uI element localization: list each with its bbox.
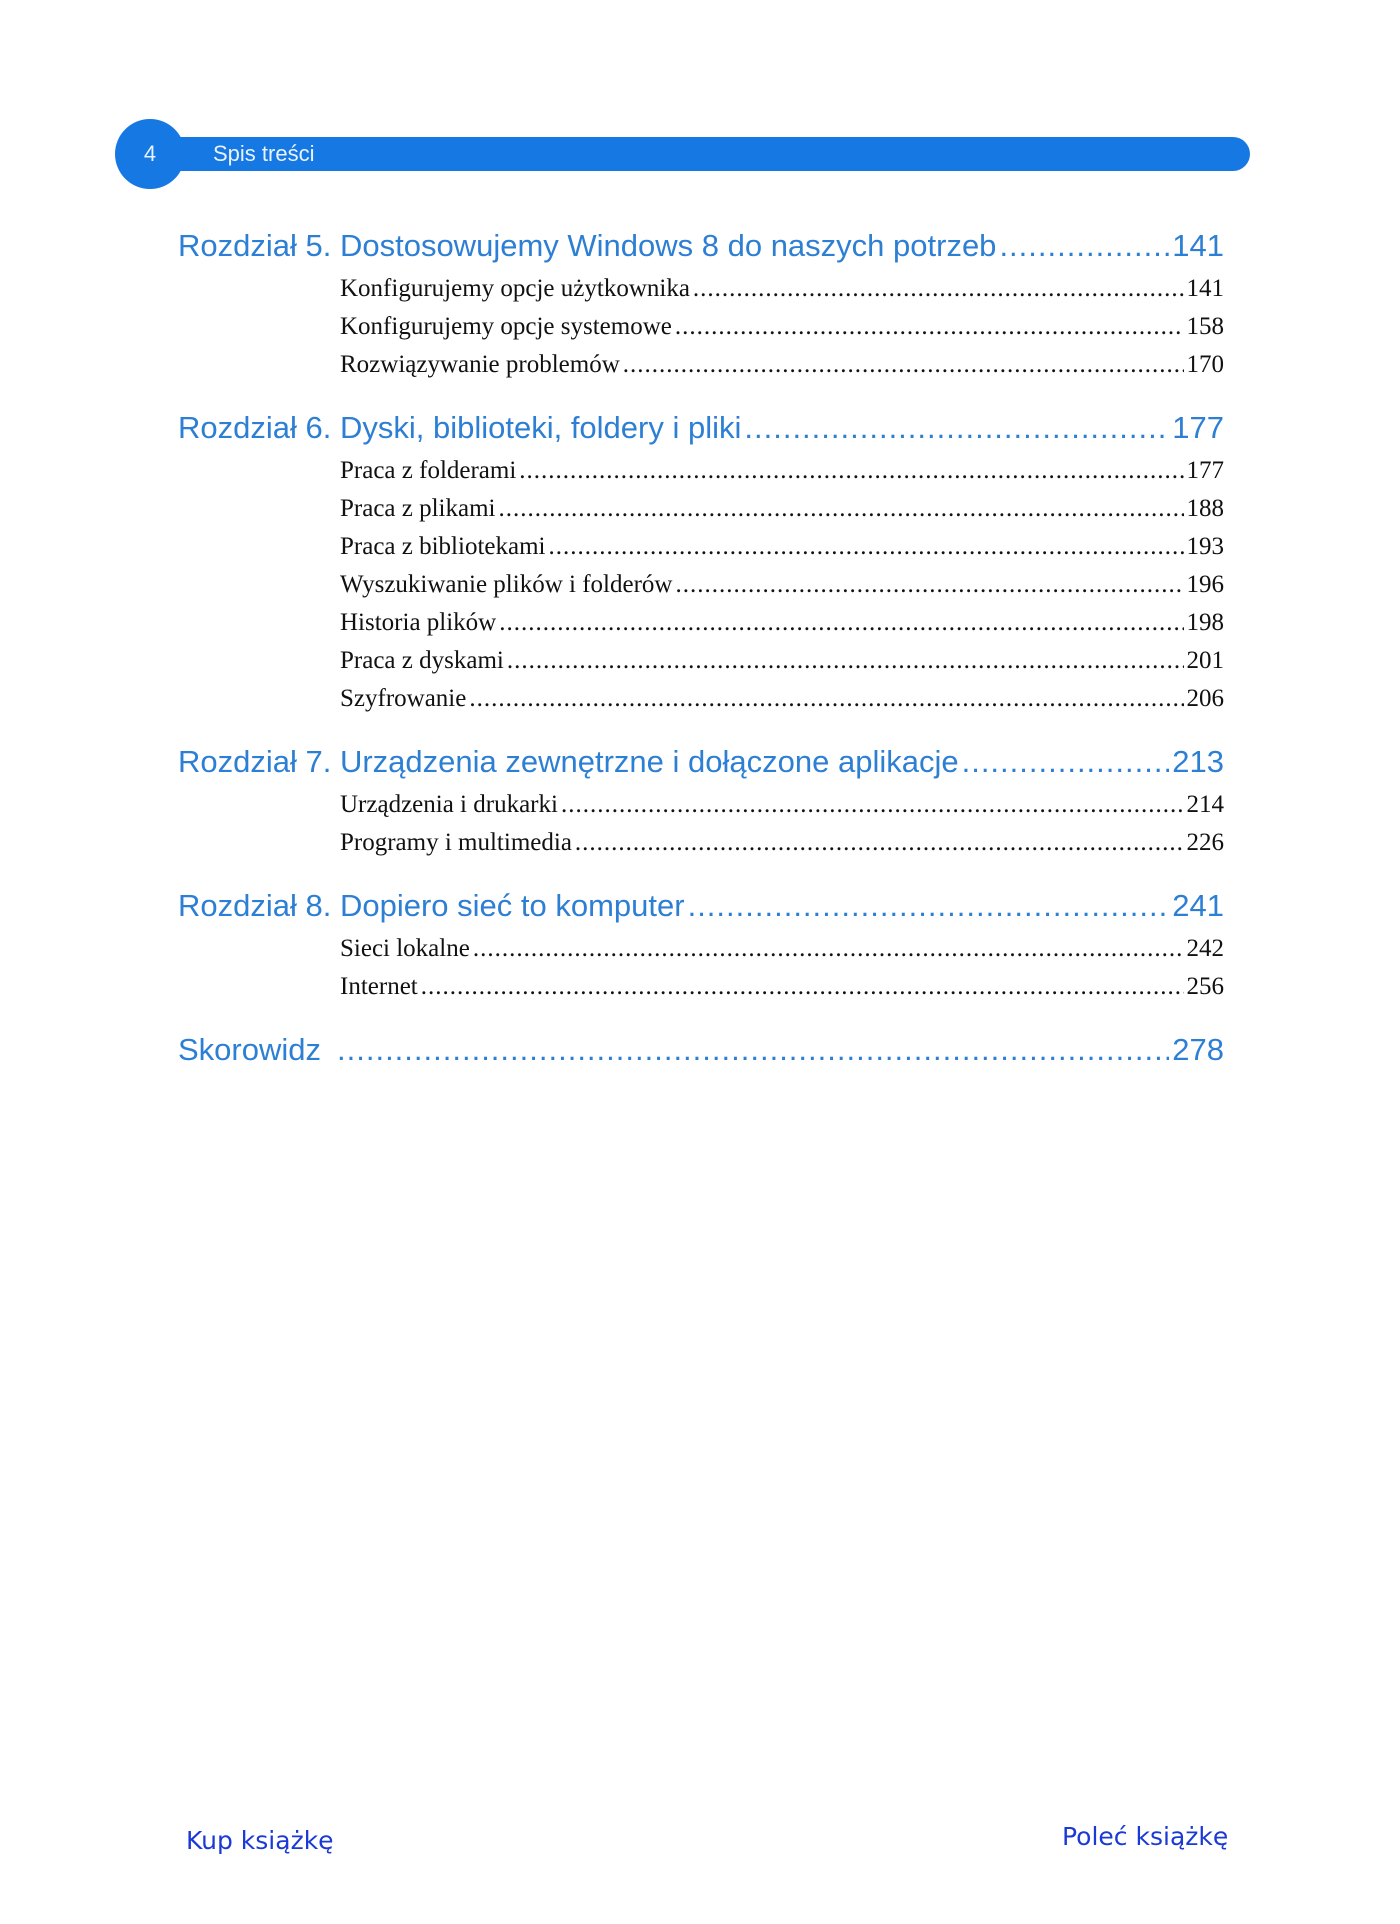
entry-title: Sieci lokalne: [340, 935, 470, 962]
entry-page: 226: [1186, 829, 1224, 856]
entry-page: 170: [1186, 351, 1224, 378]
dot-leader: [675, 308, 1184, 346]
dot-leader: [744, 404, 1169, 452]
toc-entry[interactable]: [340, 452, 1224, 490]
entry-title: Programy i multimedia: [340, 829, 572, 856]
chapter-page: 241: [1172, 888, 1224, 923]
chapter-title: Rozdział 7. Urządzenia zewnętrzne i dołączone aplikacje: [178, 744, 959, 779]
entry-page: 201: [1186, 647, 1224, 674]
dot-leader: [507, 642, 1184, 680]
entry-title: Wyszukiwanie plików i folderów: [340, 571, 673, 598]
entry-page: 188: [1186, 495, 1224, 522]
entry-title: Praca z bibliotekami: [340, 533, 546, 560]
dot-leader: [561, 786, 1184, 824]
entry-page: 198: [1186, 609, 1224, 636]
toc-entry[interactable]: [340, 930, 1224, 968]
recommend-book-link[interactable]: Poleć książkę: [1062, 1822, 1229, 1851]
toc-entry[interactable]: [340, 270, 1224, 308]
entry-title: Rozwiązywanie problemów: [340, 351, 620, 378]
dot-leader: [519, 452, 1183, 490]
toc-chapter-7[interactable]: [178, 738, 1224, 786]
chapter-page: 177: [1172, 410, 1224, 445]
dot-leader: [473, 930, 1184, 968]
header-bar: [155, 137, 1250, 171]
toc-entry[interactable]: [340, 786, 1224, 824]
entry-title: Konfigurujemy opcje systemowe: [340, 313, 672, 340]
dot-leader: [688, 882, 1170, 930]
toc-entry[interactable]: [340, 528, 1224, 566]
dot-leader: [675, 566, 1183, 604]
dot-leader: [499, 604, 1183, 642]
dot-leader: [575, 824, 1184, 862]
toc-entry[interactable]: [340, 490, 1224, 528]
entry-title: Praca z folderami: [340, 457, 517, 484]
dot-leader: [469, 680, 1183, 718]
buy-book-link[interactable]: Kup książkę: [186, 1826, 334, 1855]
entry-page: 214: [1186, 791, 1224, 818]
toc-chapter-6[interactable]: [178, 404, 1224, 452]
chapter-title: Rozdział 6. Dyski, biblioteki, foldery i pliki: [178, 410, 742, 445]
toc-entry[interactable]: [340, 642, 1224, 680]
dot-leader: [499, 490, 1184, 528]
entry-page: 141: [1186, 275, 1224, 302]
entry-page: 256: [1186, 973, 1224, 1000]
toc-entry[interactable]: [340, 680, 1224, 718]
page-number-badge: [115, 119, 185, 189]
entry-page: 158: [1186, 313, 1224, 340]
entry-page: 196: [1186, 571, 1224, 598]
chapter-title: Skorowidz: [178, 1032, 321, 1067]
chapter-title: Rozdział 8. Dopiero sieć to komputer: [178, 888, 685, 923]
entry-page: 206: [1186, 685, 1224, 712]
entry-page: 177: [1186, 457, 1224, 484]
entry-title: Praca z plikami: [340, 495, 496, 522]
entry-title: Historia plików: [340, 609, 497, 636]
dot-leader: [548, 528, 1183, 566]
chapter-page: 213: [1172, 744, 1224, 779]
toc-entry[interactable]: [340, 566, 1224, 604]
entry-title: Konfigurujemy opcje użytkownika: [340, 275, 690, 302]
dot-leader: [693, 270, 1184, 308]
toc-chapter-8[interactable]: [178, 882, 1224, 930]
entry-title: Internet: [340, 973, 418, 1000]
page-number: 4: [143, 141, 157, 166]
dot-leader: [337, 1026, 1169, 1074]
dot-leader: [999, 222, 1169, 270]
entry-page: 193: [1186, 533, 1224, 560]
table-of-contents: [178, 222, 1224, 1074]
toc-entry[interactable]: [340, 346, 1224, 384]
dot-leader: [623, 346, 1184, 384]
toc-index[interactable]: [178, 1026, 1224, 1074]
section-title: Spis treści: [213, 141, 315, 166]
chapter-page: 141: [1172, 228, 1224, 263]
entry-title: Praca z dyskami: [340, 647, 504, 674]
dot-leader: [962, 738, 1170, 786]
dot-leader: [421, 968, 1184, 1006]
chapter-page: 278: [1172, 1032, 1224, 1067]
entry-title: Szyfrowanie: [340, 685, 467, 712]
toc-chapter-5[interactable]: [178, 222, 1224, 270]
toc-entry[interactable]: [340, 604, 1224, 642]
toc-entry[interactable]: [340, 308, 1224, 346]
toc-entry[interactable]: [340, 968, 1224, 1006]
entry-title: Urządzenia i drukarki: [340, 791, 558, 818]
chapter-title: Rozdział 5. Dostosowujemy Windows 8 do naszych potrzeb: [178, 228, 997, 263]
entry-page: 242: [1186, 935, 1224, 962]
toc-entry[interactable]: [340, 824, 1224, 862]
